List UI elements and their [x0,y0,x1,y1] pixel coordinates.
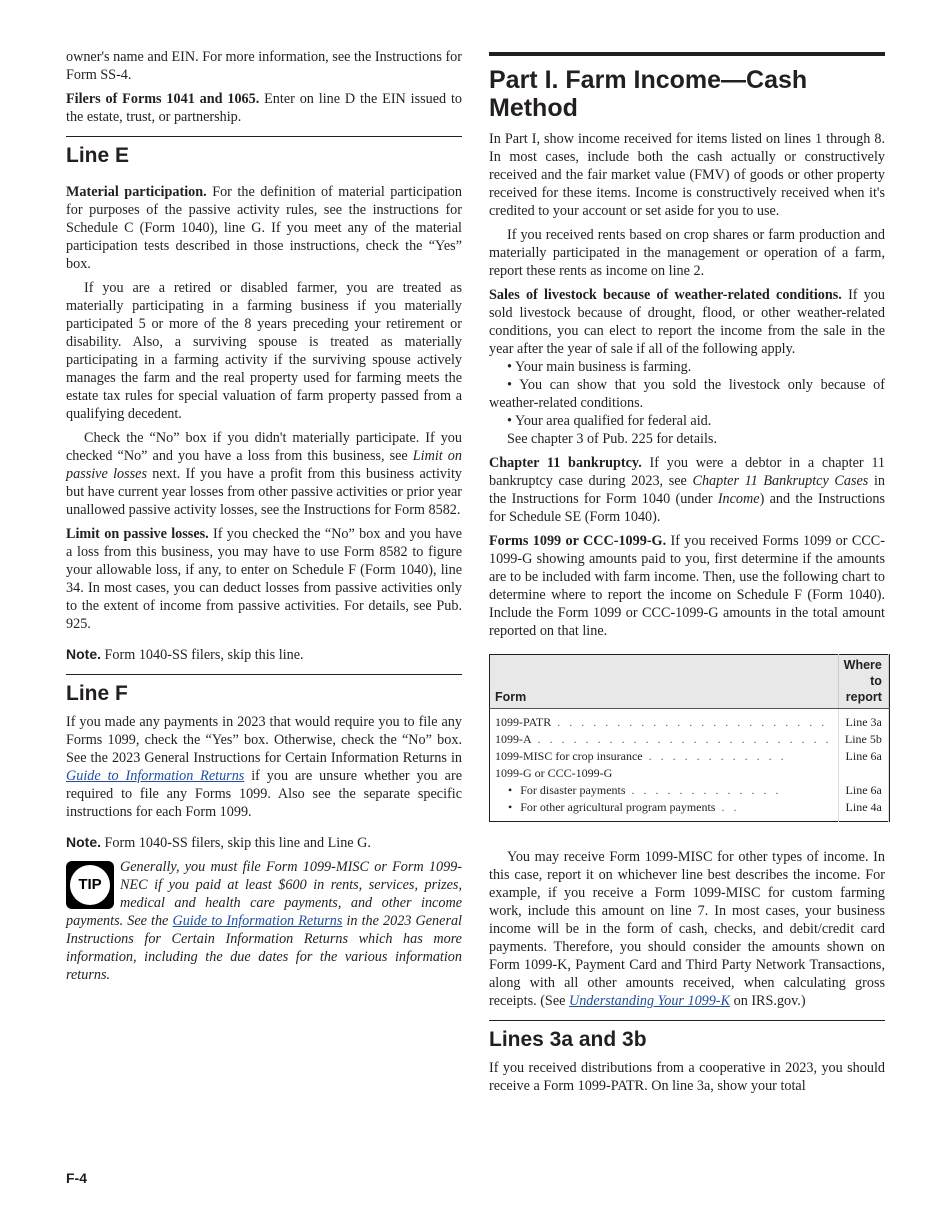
guide-info-returns-link[interactable]: Guide to Information Returns [66,768,245,784]
bullet-item: • You can show that you sold the livestock only because of weather-related conditions. [489,377,885,411]
right-column [489,48,885,1101]
heading-line-e: Line E [66,144,130,167]
bullet-item: • Your main business is farming. [507,359,692,375]
chapter-11-run-in: Chapter 11 bankruptcy. [489,455,642,471]
line-f-paragraph: If you made any payments in 2023 that would require you to file any Forms 1099, check the “Yes” box. Otherwise, check the “No” box. See the 2023 General Instructions for Certain Information Returns in Guide to Information Returns if you are unsure whether you are required to file any Forms 1099. Also see the separate specific instructions for each Form 1099. [66,714,462,820]
section-divider [66,674,462,675]
livestock-paragraph: Sales of livestock because of weather-related conditions. If you sold livestock because of drought, flood, or other weather-related conditions, you can elect to report the income from the sale in the year after the year of sale if all of the following apply. [489,287,885,357]
table-row: 1099-G or CCC-1099-G [490,765,890,782]
forms-1099-run-in: Forms 1099 or CCC-1099-G. [489,533,667,549]
section-divider [489,1020,885,1021]
material-participation-paragraph: Material participation. For the definition of material participation for purposes of the passive activity rules, see the instructions for Schedule C (Form 1040), line G. If you meet any of the material participation tests described in those instructions, check the “Yes” box. [66,184,462,272]
limit-passive-losses-paragraph: Limit on passive losses. If you checked the “No” box and you have a loss from this business, you may have to use Form 8582 to figure your allowable loss, if any, to enter on Schedule F (Form 1040), line 34. In most cases, you can deduct losses from passive activities only to the extent of income from passive activities. For details, see Pub. 925. [66,526,462,632]
page-number: F-4 [66,1170,87,1186]
left-column [66,48,462,984]
lines-3a-3b-paragraph: If you received distributions from a cooperative in 2023, you should receive a Form 1099-PATR. On line 3a, show your total [489,1060,885,1094]
filers-run-in: Filers of Forms 1041 and 1065. [66,91,260,107]
understanding-1099k-link[interactable]: Understanding Your 1099-K [568,993,731,1009]
where-to-report-table [489,654,890,822]
tip-box: TIP Generally, you must file Form 1099-MISC or Form 1099-NEC if you paid at least $600 in rents, services, prizes, medical and health care payments, and other income payments. See the Guide to Information Returns in the 2023 General Instructions for Certain Information Returns which has more information, including the due dates for the various information returns. [66,859,462,983]
bullet-item: • Your area qualified for federal aid. [507,413,712,429]
misc-paragraph: You may receive Form 1099-MISC for other types of income. In this case, report it on whichever line best describes the income. For example, if you receive a Form 1099-MISC for custom farming work, include this amount on line 7. In most cases, your business income will be in the form of cash, checks, and debit/credit card payments. Therefore, you should consider the amounts shown on Form 1099-K, Payment Card and Third Party Network Transactions, along with all other amounts received, when calculating gross receipts. (See Understanding Your 1099-K on IRS.gov.) [489,849,885,1009]
check-no-paragraph: Check the “No” box if you didn't materially participate. If you checked “No” and you have a loss from this business, see Limit on passive losses next. If you have a profit from this business activity but have current year losses from other passive activities or prior year unallowed passive activity losses, see the Instructions for Form 8582. [66,430,462,518]
tip-icon: TIP [66,861,114,909]
table-row: 1099-PATR . . . . . . . . . . . . . . . . . . . . . . . Line 3a [490,709,890,732]
see-chapter-paragraph: See chapter 3 of Pub. 225 for details. [507,431,717,447]
col-header-form: Form [490,655,839,709]
material-participation-run-in: Material participation. [66,184,207,200]
retired-farmer-paragraph: If you are a retired or disabled farmer, you are treated as materially participating in a farming business if you materially participated 5 or more of the 8 years preceding your retirement or disability. Also, a surviving spouse is treated as materially participating in a farming activity if the surviving spouse actively manages the farm and the real property used for farming meets the estate tax rules for special valuation of farm property passed from a qualifying decedent. [66,280,462,422]
note-label: Note. [66,834,101,850]
table-row: • For disaster payments . . . . . . . . . . . . . Line 6a [490,782,890,799]
filers-paragraph: Filers of Forms 1041 and 1065. Enter on line D the EIN issued to the estate, trust, or partnership. [66,91,462,125]
limit-run-in: Limit on passive losses. [66,526,209,542]
note-line-e: Note. Form 1040-SS filers, skip this line. [66,646,304,663]
part-i-intro: In Part I, show income received for items listed on lines 1 through 8. In most cases, include both the cash actually or constructively received and the fair market value (FMV) of goods or other property received for these items. Income is constructively received when it's credited to your account or set aside for you to use. [489,131,885,219]
owner-ein-paragraph: owner's name and EIN. For more information, see the Instructions for Form SS-4. [66,49,462,83]
table-header-row [490,655,890,709]
section-divider [66,136,462,137]
col-header-where: Where to report [838,655,888,709]
table-row: 1099-MISC for crop insurance . . . . . . . . . . . . Line 6a [490,748,890,765]
livestock-run-in: Sales of livestock because of weather-related conditions. [489,287,842,303]
chapter-11-paragraph: Chapter 11 bankruptcy. If you were a debtor in a chapter 11 bankruptcy case during 2023, see Chapter 11 Bankruptcy Cases in the Instructions for Form 1040 (under Income) and the Instructions for Schedule SE (Form 1040). [489,455,886,525]
table-row: • For other agricultural program payments . . Line 4a [490,799,890,822]
note-line-f: Note. Form 1040-SS filers, skip this line and Line G. [66,834,371,851]
forms-1099-paragraph: Forms 1099 or CCC-1099-G. If you received Forms 1099 or CCC-1099-G showing amounts paid to you, first determine if the amounts are to be included with farm income. Then, use the following chart to determine where to report the income on Schedule F (Form 1040). Include the Form 1099 or CCC-1099-G amounts in the total amount reported on that line. [489,533,885,639]
part-divider [489,52,885,56]
heading-lines-3a-3b: Lines 3a and 3b [489,1028,647,1051]
note-label: Note. [66,646,101,662]
heading-line-f: Line F [66,682,128,705]
tip-guide-info-returns-link[interactable]: Guide to Information Returns [172,913,343,929]
rents-paragraph: If you received rents based on crop shares or farm production and materially participated in the management or operation of a farm, report these rents as income on line 2. [489,227,885,279]
table-row: 1099-A . . . . . . . . . . . . . . . . . . . . . . . . . Line 5b [490,731,890,748]
part-i-heading: Part I. Farm Income—Cash Method [489,66,808,122]
